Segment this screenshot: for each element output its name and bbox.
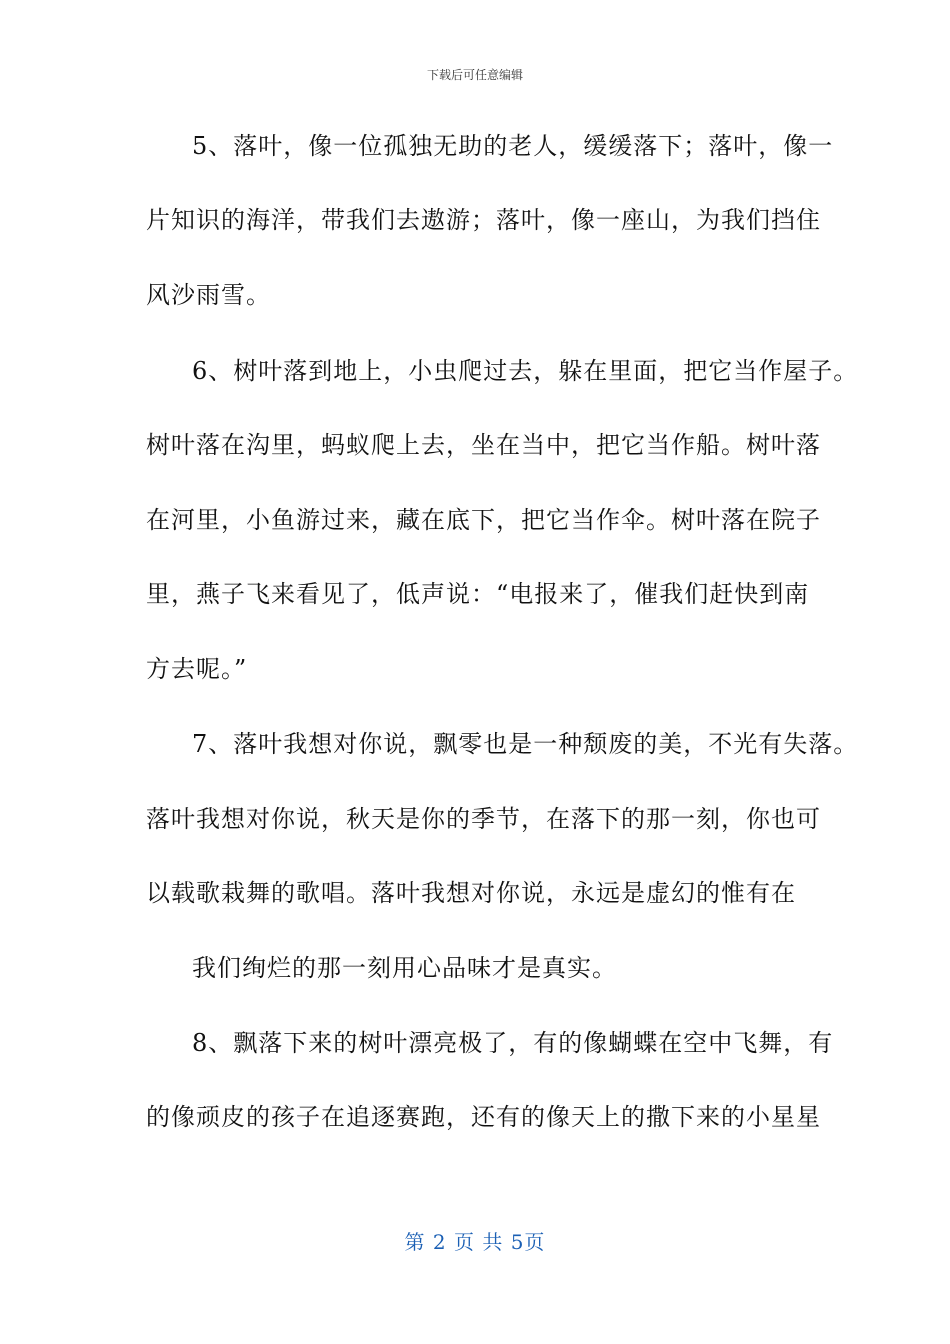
page-header: 下载后可任意编辑: [426, 68, 523, 82]
paragraph-6-line-2: 树叶落在沟里，蚂蚁爬上去，坐在当中，把它当作船。树叶落: [146, 431, 821, 459]
paragraph-6-line-1: 6、树叶落到地上，小虫爬过去，躲在里面，把它当作屋子。: [192, 357, 859, 385]
paragraph-7-line-1: 7、落叶我想对你说，飘零也是一种颓废的美，不光有失落。: [192, 730, 859, 758]
paragraph-6-line-4: 里，燕子飞来看见了，低声说：“电报来了，催我们赶快到南: [146, 580, 810, 608]
paragraph-6-line-5: 方去呢。”: [146, 655, 248, 683]
paragraph-5-line-2: 片知识的海洋，带我们去遨游；落叶，像一座山，为我们挡住: [146, 206, 821, 234]
paragraph-5-line-1: 5、落叶，像一位孤独无助的老人，缓缓落下；落叶，像一: [192, 132, 834, 160]
paragraph-7-line-2: 落叶我想对你说，秋天是你的季节，在落下的那一刻，你也可: [146, 805, 821, 833]
paragraph-6-line-3: 在河里，小鱼游过来，藏在底下，把它当作伞。树叶落在院子: [146, 506, 821, 534]
paragraph-8-line-2: 的像顽皮的孩子在追逐赛跑，还有的像天上的撒下来的小星星: [146, 1103, 821, 1131]
paragraph-5-line-3: 风沙雨雪。: [146, 281, 271, 309]
paragraph-7-line-4: 我们绚烂的那一刻用心品味才是真实。: [192, 954, 617, 982]
paragraph-8-line-1: 8、飘落下来的树叶漂亮极了，有的像蝴蝶在空中飞舞，有: [192, 1029, 834, 1057]
page-footer-page-number: 第 2 页 共 5页: [404, 1230, 546, 1254]
paragraph-7-line-3: 以载歌栽舞的歌唱。落叶我想对你说，永远是虚幻的惟有在: [146, 879, 796, 907]
